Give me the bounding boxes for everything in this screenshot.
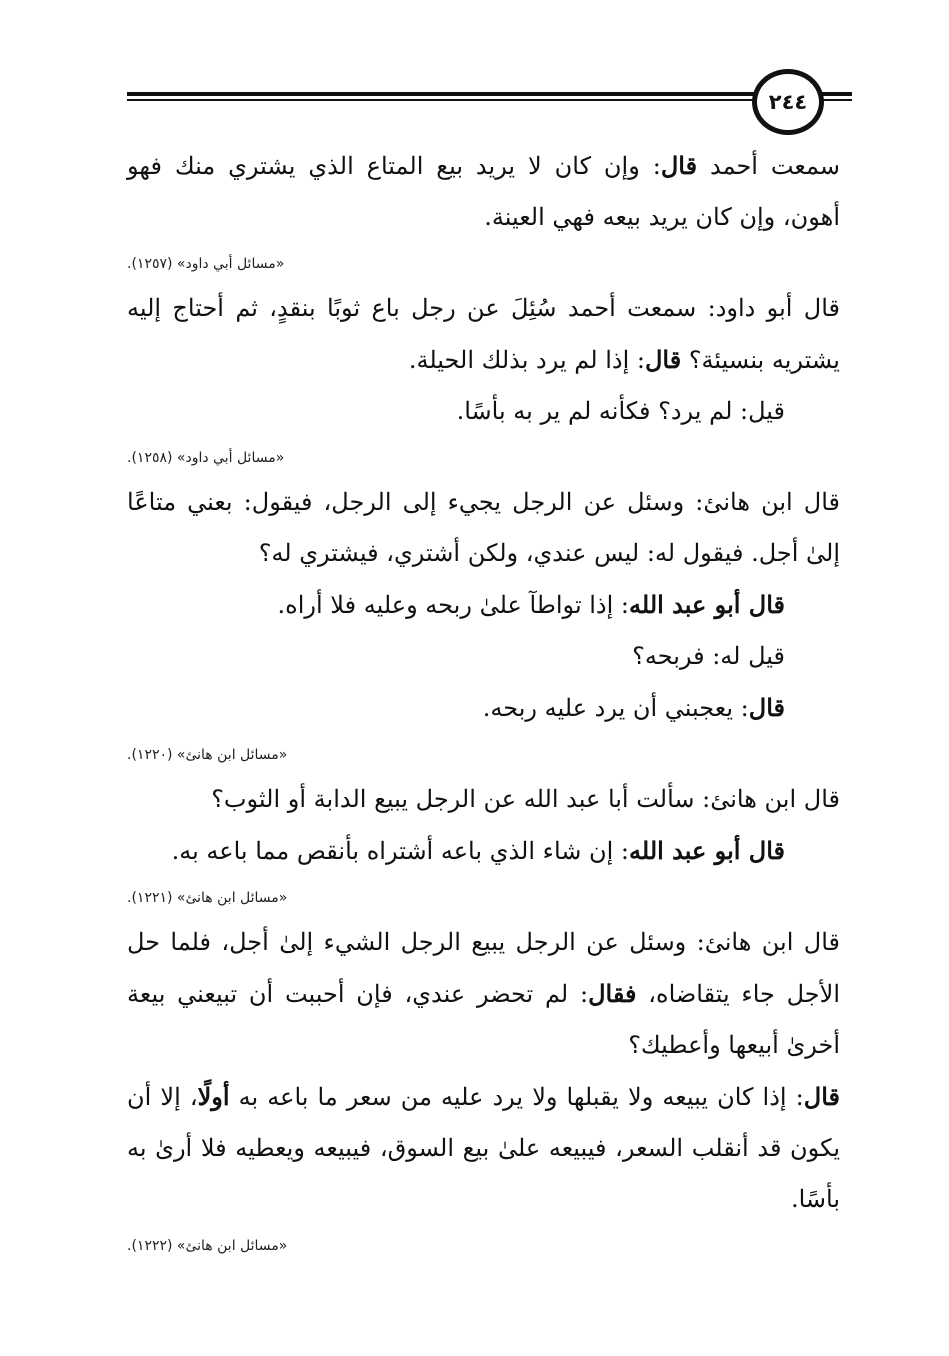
paragraph-text: قال أبو داود: سمعت أحمد سُئِلَ عن رجل باع ثوبًا بنقدٍ، ثم أحتاج إليه يشتريه بنسيئة؟ (127, 294, 840, 374)
text-paragraph (127, 682, 840, 734)
text-paragraph (127, 631, 840, 682)
page-body (127, 140, 840, 1265)
speaker-label: قال (803, 1082, 840, 1111)
paragraph-text: : وإن كان لا يريد بيع المتاع الذي يشتري منك فهو أهون، وإن كان يريد بيعه فهي العينة. (127, 152, 840, 231)
paragraph-text: : يعجبني أن يرد عليه ربحه. (482, 694, 749, 722)
paragraph-text: ، إلا أن يكون قد أنقلب السعر، فيبيعه علىٰ بيع السوق، فيبيعه ويعطيه فلا أرىٰ به بأسًا. (127, 1083, 840, 1213)
header-rule (127, 99, 757, 101)
text-paragraph (127, 140, 840, 243)
page-number: ٢٤٤ (752, 69, 824, 135)
paragraph-text: سمعت أحمد (697, 152, 840, 180)
paragraph-text: : إذا تواطآ علىٰ ربحه وعليه فلا أراه. (277, 591, 629, 619)
paragraph-text: : إذا كان يبيعه ولا يقبلها ولا يرد عليه من سعر ما باعه به (229, 1083, 804, 1111)
speaker-label: فقال (588, 979, 637, 1008)
paragraph-text: قال ابن هانئ: وسئل عن الرجل يبيع الرجل الشيء إلىٰ أجل، فلما حل الأجل جاء يتقاضاه، (127, 928, 840, 1008)
source-citation: «مسائل أبي داود» (١٢٥٧). (127, 256, 285, 272)
text-paragraph (127, 774, 840, 825)
text-paragraph (127, 386, 840, 437)
source-citation: «مسائل ابن هانئ» (١٢٢١). (127, 890, 288, 906)
paragraph-text: قال ابن هانئ: سألت أبا عبد الله عن الرجل يبيع الدابة أو الثوب؟ (211, 785, 840, 813)
speaker-label: قال (644, 345, 682, 374)
speaker-label: قال أبو عبد الله (629, 836, 785, 865)
source-citation: «مسائل ابن هانئ» (١٢٢٠). (127, 747, 288, 763)
paragraph-text: : لم تحضر عندي، فإن أحببت أن تبيعني بيعة أخرىٰ أبيعها وأعطيك؟ (127, 980, 840, 1059)
source-citation: «مسائل أبي داود» (١٢٥٨). (127, 450, 285, 466)
text-paragraph (127, 283, 840, 386)
text-paragraph (127, 917, 840, 1071)
source-citation: «مسائل ابن هانئ» (١٢٢٢). (127, 1238, 288, 1254)
speaker-label: قال (748, 693, 785, 722)
text-paragraph (127, 1071, 840, 1225)
paragraph-text: : إذا لم يرد بذلك الحيلة. (408, 346, 645, 374)
speaker-label: قال (660, 151, 698, 180)
paragraph-text: قيل: لم يرد؟ فكأنه لم ير به بأسًا. (456, 397, 785, 425)
paragraph-text: قال ابن هانئ: وسئل عن الرجل يجيء إلى الرجل، فيقول: بعني متاعًا إلىٰ أجل. فيقول له: ليس عندي، ولكن أشتري، فيشتري له؟ (127, 488, 840, 567)
text-paragraph (127, 825, 840, 877)
header-rule (127, 92, 757, 96)
speaker-label: قال أبو عبد الله (629, 590, 785, 619)
text-paragraph (127, 579, 840, 631)
text-paragraph (127, 477, 840, 579)
paragraph-text: : إن شاء الذي باعه أشتراه بأنقص مما باعه به. (171, 837, 629, 865)
speaker-label: أولًا (197, 1082, 230, 1111)
paragraph-text: قيل له: فربحه؟ (632, 642, 785, 670)
